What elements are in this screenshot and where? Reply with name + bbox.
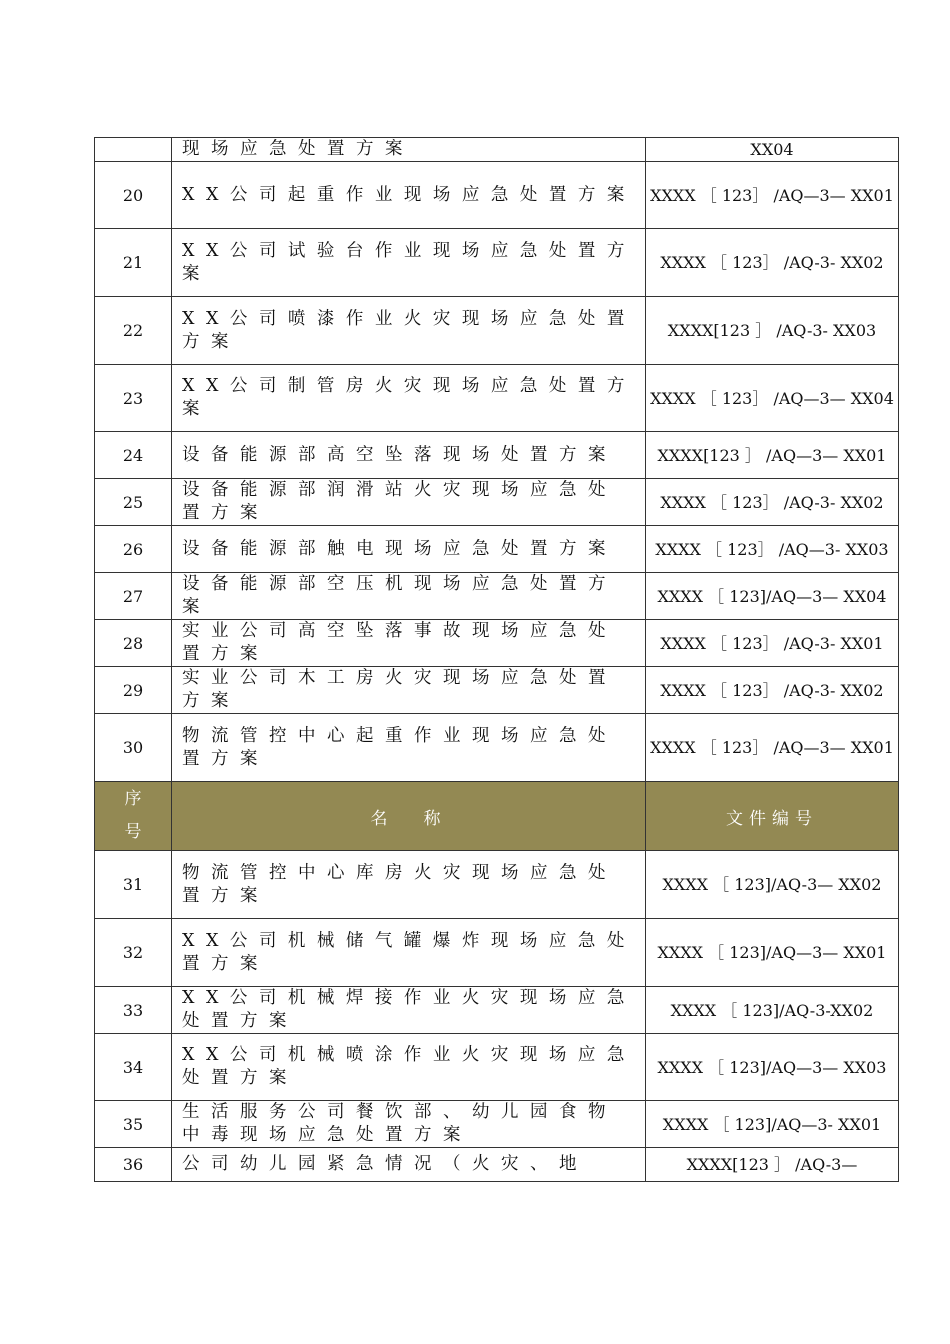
table-row — [95, 919, 899, 987]
row-serial-number: 27 — [95, 573, 172, 620]
row-file-number: XXXX[123 ］ /AQ-3— — [646, 1148, 899, 1182]
row-serial-number: 21 — [95, 229, 172, 297]
row-plan-name: 设备能源部触电现场应急处置方案 — [172, 526, 646, 573]
table-body-bottom — [95, 851, 899, 1182]
row-plan-name: 生活服务公司餐饮部、幼儿园食物中毒现场应急处置方案 — [172, 1101, 646, 1148]
table-row — [95, 432, 899, 479]
header-name-char-1: 名 — [370, 808, 394, 829]
row-file-number: XX04 — [646, 138, 899, 162]
row-file-number: XXXX ［ 123］ /AQ-3- XX02 — [646, 667, 899, 714]
row-file-number: XXXX ［ 123］ /AQ—3— XX04 — [646, 365, 899, 432]
row-file-number: XXXX ［ 123]/AQ—3— XX03 — [646, 1034, 899, 1101]
row-plan-name: 现场应急处置方案 — [172, 138, 646, 162]
table-row — [95, 851, 899, 919]
row-plan-name: XX公司喷漆作业火灾现场应急处置方案 — [172, 297, 646, 365]
header-file-number: 文件编号 — [646, 782, 899, 851]
row-serial-number: 23 — [95, 365, 172, 432]
table-row — [95, 573, 899, 620]
row-file-number: XXXX[123 ］ /AQ—3— XX01 — [646, 432, 899, 479]
row-plan-name: 物流管控中心起重作业现场应急处置方案 — [172, 714, 646, 782]
table-row — [95, 714, 899, 782]
row-plan-name: 物流管控中心库房火灾现场应急处置方案 — [172, 851, 646, 919]
table-row — [95, 1148, 899, 1182]
table-row — [95, 162, 899, 229]
row-serial-number: 36 — [95, 1148, 172, 1182]
table-row — [95, 297, 899, 365]
row-file-number: XXXX ［ 123］ /AQ-3- XX02 — [646, 479, 899, 526]
table-row — [95, 667, 899, 714]
table-header-block — [95, 782, 899, 851]
row-serial-number: 22 — [95, 297, 172, 365]
table-row — [95, 365, 899, 432]
table-row — [95, 138, 899, 162]
table-body-top — [95, 138, 899, 782]
row-serial-number: 29 — [95, 667, 172, 714]
row-file-number: XXXX ［ 123］ /AQ-3- XX01 — [646, 620, 899, 667]
row-serial-number: 31 — [95, 851, 172, 919]
table-row — [95, 479, 899, 526]
row-serial-number: 28 — [95, 620, 172, 667]
header-name — [172, 782, 646, 851]
row-file-number: XXXX ［ 123］ /AQ-3- XX02 — [646, 229, 899, 297]
row-serial-number: 35 — [95, 1101, 172, 1148]
row-file-number: XXXX ［ 123]/AQ-3— XX02 — [646, 851, 899, 919]
row-file-number: XXXX ［ 123]/AQ—3- XX01 — [646, 1101, 899, 1148]
row-plan-name: XX公司起重作业现场应急处置方案 — [172, 162, 646, 229]
table-row — [95, 229, 899, 297]
row-serial-number: 32 — [95, 919, 172, 987]
table-row — [95, 620, 899, 667]
row-plan-name: 实业公司木工房火灾现场应急处置方案 — [172, 667, 646, 714]
row-serial-number: 20 — [95, 162, 172, 229]
table-header-row — [95, 782, 899, 851]
table-row — [95, 987, 899, 1034]
table-row — [95, 1034, 899, 1101]
row-plan-name: 设备能源部润滑站火灾现场应急处置方案 — [172, 479, 646, 526]
row-serial-number: 25 — [95, 479, 172, 526]
row-serial-number: 24 — [95, 432, 172, 479]
row-plan-name: XX公司机械储气罐爆炸现场应急处置方案 — [172, 919, 646, 987]
row-plan-name: 设备能源部空压机现场应急处置方案 — [172, 573, 646, 620]
table-row — [95, 1101, 899, 1148]
row-file-number: XXXX ［ 123］ /AQ—3— XX01 — [646, 714, 899, 782]
row-serial-number: 30 — [95, 714, 172, 782]
row-plan-name: XX公司试验台作业现场应急处置方案 — [172, 229, 646, 297]
header-serial-number: 序号 — [95, 782, 172, 851]
row-plan-name: 实业公司高空坠落事故现场应急处置方案 — [172, 620, 646, 667]
row-plan-name: XX公司机械喷涂作业火灾现场应急处置方案 — [172, 1034, 646, 1101]
emergency-plan-table — [94, 137, 899, 1182]
row-file-number: XXXX ［ 123］ /AQ—3— XX01 — [646, 162, 899, 229]
row-serial-number: 33 — [95, 987, 172, 1034]
row-plan-name: 公司幼儿园紧急情况（火灾、地 — [172, 1148, 646, 1182]
row-file-number: XXXX ［ 123]/AQ—3— XX04 — [646, 573, 899, 620]
row-file-number: XXXX ［ 123]/AQ-3-XX02 — [646, 987, 899, 1034]
row-file-number: XXXX ［ 123]/AQ—3— XX01 — [646, 919, 899, 987]
row-plan-name: XX公司机械焊接作业火灾现场应急处置方案 — [172, 987, 646, 1034]
row-file-number: XXXX ［ 123］ /AQ—3- XX03 — [646, 526, 899, 573]
row-serial-number: 26 — [95, 526, 172, 573]
row-serial-number: 34 — [95, 1034, 172, 1101]
row-plan-name: XX公司制管房火灾现场应急处置方案 — [172, 365, 646, 432]
row-serial-number — [95, 138, 172, 162]
row-file-number: XXXX[123 ］ /AQ-3- XX03 — [646, 297, 899, 365]
row-plan-name: 设备能源部高空坠落现场处置方案 — [172, 432, 646, 479]
header-name-char-2: 称 — [423, 808, 447, 829]
table-row — [95, 526, 899, 573]
